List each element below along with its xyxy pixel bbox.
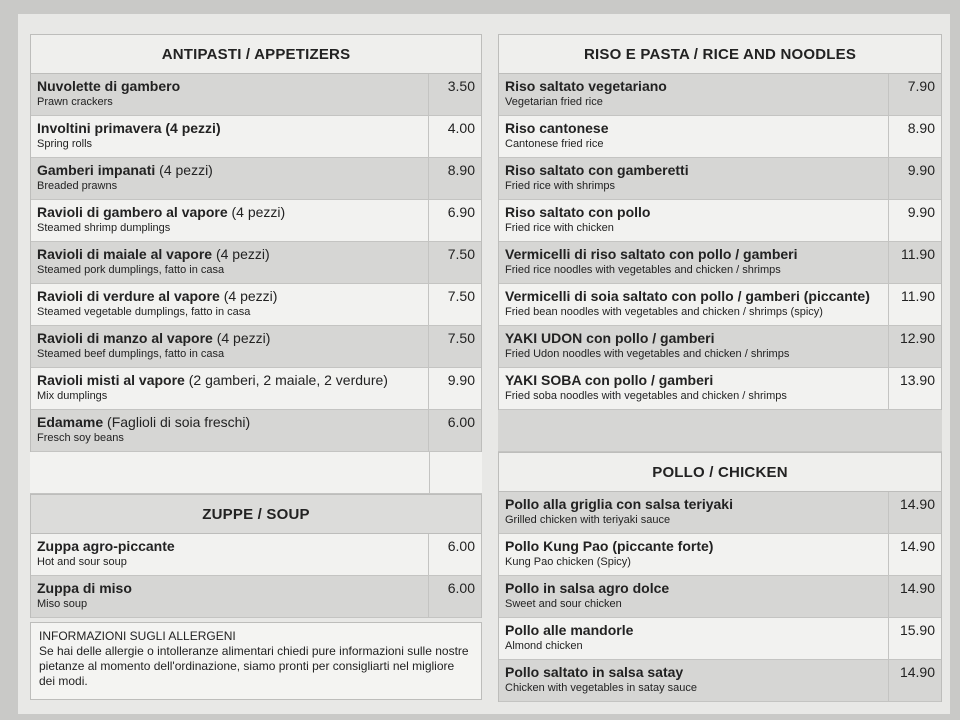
menu-item-price: 6.90	[447, 204, 475, 220]
menu-item-translation: Cantonese fried rice	[505, 138, 604, 150]
menu-item-translation: Steamed vegetable dumplings, fatto in casa	[37, 306, 251, 318]
menu-item-name-text: Gamberi impanati	[37, 162, 156, 178]
menu-item-row	[31, 74, 481, 116]
menu-item-description	[31, 410, 429, 451]
menu-item-row	[31, 410, 481, 452]
menu-item-price: 8.90	[447, 162, 475, 178]
menu-item-name	[37, 204, 422, 221]
menu-item-row	[499, 326, 941, 368]
menu-item-price: 7.50	[447, 288, 475, 304]
menu-item-name	[37, 288, 422, 305]
menu-item-name-text: Nuvolette di gambero	[37, 78, 181, 94]
menu-item-price: 11.90	[901, 246, 935, 262]
menu-item-name-text: Pollo saltato in salsa satay	[505, 664, 684, 680]
menu-item-description	[31, 116, 429, 157]
menu-item-translation: Fried Udon noodles with vegetables and chicken / shrimps	[505, 348, 790, 360]
menu-item-name	[505, 664, 882, 681]
menu-item-description	[499, 492, 889, 533]
menu-item-price: 3.50	[447, 78, 475, 94]
menu-item-portion: (4 pezzi)	[155, 162, 213, 178]
empty-row	[30, 452, 482, 494]
menu-item-description	[499, 534, 889, 575]
menu-sheet	[18, 14, 950, 714]
menu-item-row	[31, 158, 481, 200]
menu-item-price: 6.00	[447, 580, 475, 596]
menu-item-description	[499, 158, 889, 199]
left-column	[30, 34, 482, 700]
menu-item-translation: Prawn crackers	[37, 96, 113, 108]
menu-item-price: 7.50	[447, 246, 475, 262]
menu-item-description	[499, 200, 889, 241]
menu-item-portion: (4 pezzi)	[227, 204, 286, 220]
menu-item-translation: Mix dumplings	[37, 390, 108, 402]
menu-item-translation: Miso soup	[37, 598, 88, 610]
empty-row	[498, 410, 942, 452]
menu-item-name-text: Vermicelli di soia saltato con pollo / gamberi (piccante)	[505, 288, 870, 304]
pollo-list	[498, 492, 942, 702]
menu-item-portion: (2 gamberi, 2 maiale, 2 verdure)	[184, 372, 388, 388]
menu-item-row	[31, 326, 481, 368]
menu-item-name	[505, 120, 882, 137]
menu-item-description	[499, 618, 889, 659]
menu-item-description	[499, 660, 889, 701]
menu-item-name	[37, 246, 422, 263]
menu-item-name	[505, 78, 882, 95]
menu-item-price: 9.90	[907, 204, 935, 220]
menu-item-name	[505, 330, 882, 347]
menu-item-row	[499, 618, 941, 660]
antipasti-list	[30, 74, 482, 452]
menu-item-description	[499, 284, 889, 325]
menu-item-description	[31, 576, 429, 617]
menu-item-row	[499, 200, 941, 242]
menu-item-portion: (4 pezzi)	[212, 330, 271, 346]
menu-item-translation: Breaded prawns	[37, 180, 118, 192]
right-column	[498, 34, 942, 702]
menu-item-name	[37, 372, 422, 389]
menu-item-name	[37, 162, 422, 179]
menu-item-translation: Grilled chicken with teriyaki sauce	[505, 514, 671, 526]
menu-item-row	[499, 368, 941, 410]
menu-item-price: 9.90	[447, 372, 475, 388]
allergen-title: INFORMAZIONI SUGLI ALLERGENI	[39, 629, 236, 643]
menu-item-row	[31, 576, 481, 618]
menu-item-name	[505, 538, 882, 555]
menu-item-price: 6.00	[447, 538, 475, 554]
menu-item-row	[499, 116, 941, 158]
menu-item-name	[37, 414, 422, 431]
menu-item-price: 7.90	[907, 78, 935, 94]
menu-item-translation: Fried bean noodles with vegetables and chicken / shrimps (spicy)	[505, 306, 823, 318]
menu-item-translation: Fresch soy beans	[37, 432, 124, 444]
riso-header: RISO E PASTA / RICE AND NOODLES	[498, 34, 942, 74]
menu-item-name	[37, 120, 422, 137]
menu-item-name-text: Pollo alla griglia con salsa teriyaki	[505, 496, 733, 512]
menu-item-description	[499, 368, 889, 409]
menu-item-name	[37, 78, 422, 95]
menu-item-portion: (Faglioli di soia freschi)	[103, 414, 251, 430]
menu-item-price: 14.90	[899, 496, 935, 512]
menu-item-translation: Fried rice with chicken	[505, 222, 614, 234]
menu-item-translation: Fried rice noodles with vegetables and chicken / shrimps	[505, 264, 781, 276]
menu-item-name-text: Zuppa agro-piccante	[37, 538, 175, 554]
menu-item-name-text: Ravioli di gambero al vapore	[37, 204, 228, 220]
menu-item-price: 15.90	[899, 622, 935, 638]
menu-item-translation: Kung Pao chicken (Spicy)	[505, 556, 631, 568]
menu-item-row	[31, 116, 481, 158]
menu-item-name	[505, 622, 882, 639]
menu-item-translation: Steamed shrimp dumplings	[37, 222, 171, 234]
menu-item-description	[31, 158, 429, 199]
menu-item-translation: Steamed beef dumplings, fatto in casa	[37, 348, 225, 360]
allergen-text: Se hai delle allergie o intolleranze alimentari chiedi pure informazioni sulle nostre pietanze al momento dell'ordinazione, siamo pronti per consigliarti nel migliore dei modi.	[39, 644, 469, 688]
menu-item-name-text: YAKI SOBA con pollo / gamberi	[505, 372, 714, 388]
menu-item-row	[31, 534, 481, 576]
menu-item-translation: Chicken with vegetables in satay sauce	[505, 682, 697, 694]
menu-item-price: 13.90	[899, 372, 935, 388]
menu-item-name	[505, 162, 882, 179]
menu-item-name-text: Pollo Kung Pao (piccante forte)	[505, 538, 714, 554]
menu-item-name	[37, 330, 422, 347]
menu-item-translation: Almond chicken	[505, 640, 583, 652]
menu-item-portion: (4 pezzi)	[219, 288, 278, 304]
antipasti-header: ANTIPASTI / APPETIZERS	[30, 34, 482, 74]
menu-item-name	[37, 538, 422, 555]
zuppe-header: ZUPPE / SOUP	[30, 494, 482, 534]
menu-item-name-text: Vermicelli di riso saltato con pollo / gamberi	[505, 246, 798, 262]
menu-item-description	[31, 200, 429, 241]
menu-item-name-text: Ravioli misti al vapore	[37, 372, 185, 388]
menu-item-price: 8.90	[907, 120, 935, 136]
menu-item-name	[37, 580, 422, 597]
menu-item-row	[499, 660, 941, 702]
menu-item-description	[499, 242, 889, 283]
menu-item-name-text: Zuppa di miso	[37, 580, 132, 596]
menu-item-price: 14.90	[899, 580, 935, 596]
allergen-info	[30, 622, 482, 700]
menu-item-description	[499, 326, 889, 367]
menu-item-name	[505, 372, 882, 389]
menu-item-row	[499, 576, 941, 618]
menu-item-price: 12.90	[899, 330, 935, 346]
menu-item-price: 11.90	[901, 288, 935, 304]
menu-item-description	[499, 576, 889, 617]
menu-item-price: 14.90	[899, 664, 935, 680]
menu-item-name	[505, 246, 882, 263]
menu-item-price: 4.00	[447, 120, 475, 136]
menu-item-price: 6.00	[447, 414, 475, 430]
menu-item-translation: Fried soba noodles with vegetables and chicken / shrimps	[505, 390, 787, 402]
menu-item-row	[31, 242, 481, 284]
menu-item-name-text: Riso saltato con gamberetti	[505, 162, 689, 178]
menu-item-name-text: Ravioli di maiale al vapore	[37, 246, 213, 262]
menu-item-translation: Vegetarian fried rice	[505, 96, 603, 108]
menu-item-description	[499, 116, 889, 157]
menu-item-name-text: Edamame	[37, 414, 104, 430]
menu-item-translation: Sweet and sour chicken	[505, 598, 622, 610]
menu-item-name	[505, 496, 882, 513]
pollo-header: POLLO / CHICKEN	[498, 452, 942, 492]
menu-item-description	[31, 534, 429, 575]
menu-item-translation: Hot and sour soup	[37, 556, 127, 568]
menu-item-description	[31, 284, 429, 325]
menu-item-name-text: Riso saltato con pollo	[505, 204, 651, 220]
menu-item-row	[499, 284, 941, 326]
menu-item-row	[499, 158, 941, 200]
menu-item-description	[499, 74, 889, 115]
menu-item-name	[505, 580, 882, 597]
menu-item-description	[31, 368, 429, 409]
menu-item-name	[505, 204, 882, 221]
menu-item-translation: Fried rice with shrimps	[505, 180, 616, 192]
menu-item-price: 14.90	[899, 538, 935, 554]
menu-item-row	[31, 284, 481, 326]
menu-item-row	[31, 368, 481, 410]
menu-item-name-text: YAKI UDON con pollo / gamberi	[505, 330, 715, 346]
menu-item-name-text: Ravioli di verdure al vapore	[37, 288, 220, 304]
menu-item-name-text: Ravioli di manzo al vapore	[37, 330, 213, 346]
menu-item-row	[499, 242, 941, 284]
menu-item-portion: (4 pezzi)	[212, 246, 270, 262]
menu-item-row	[499, 534, 941, 576]
menu-item-name	[505, 288, 882, 305]
menu-item-name-text: Pollo alle mandorle	[505, 622, 634, 638]
menu-item-price: 7.50	[447, 330, 475, 346]
menu-item-translation: Steamed pork dumplings, fatto in casa	[37, 264, 225, 276]
menu-item-name-text: Involtini primavera (4 pezzi)	[37, 120, 221, 136]
menu-item-description	[31, 326, 429, 367]
menu-item-row	[31, 200, 481, 242]
menu-item-price: 9.90	[907, 162, 935, 178]
menu-item-name-text: Riso cantonese	[505, 120, 609, 136]
menu-item-row	[499, 492, 941, 534]
riso-list	[498, 74, 942, 410]
menu-item-name-text: Riso saltato vegetariano	[505, 78, 667, 94]
menu-item-row	[499, 74, 941, 116]
menu-item-description	[31, 242, 429, 283]
zuppe-list	[30, 534, 482, 618]
menu-item-description	[31, 74, 429, 115]
menu-item-translation: Spring rolls	[37, 138, 93, 150]
menu-item-name-text: Pollo in salsa agro dolce	[505, 580, 670, 596]
